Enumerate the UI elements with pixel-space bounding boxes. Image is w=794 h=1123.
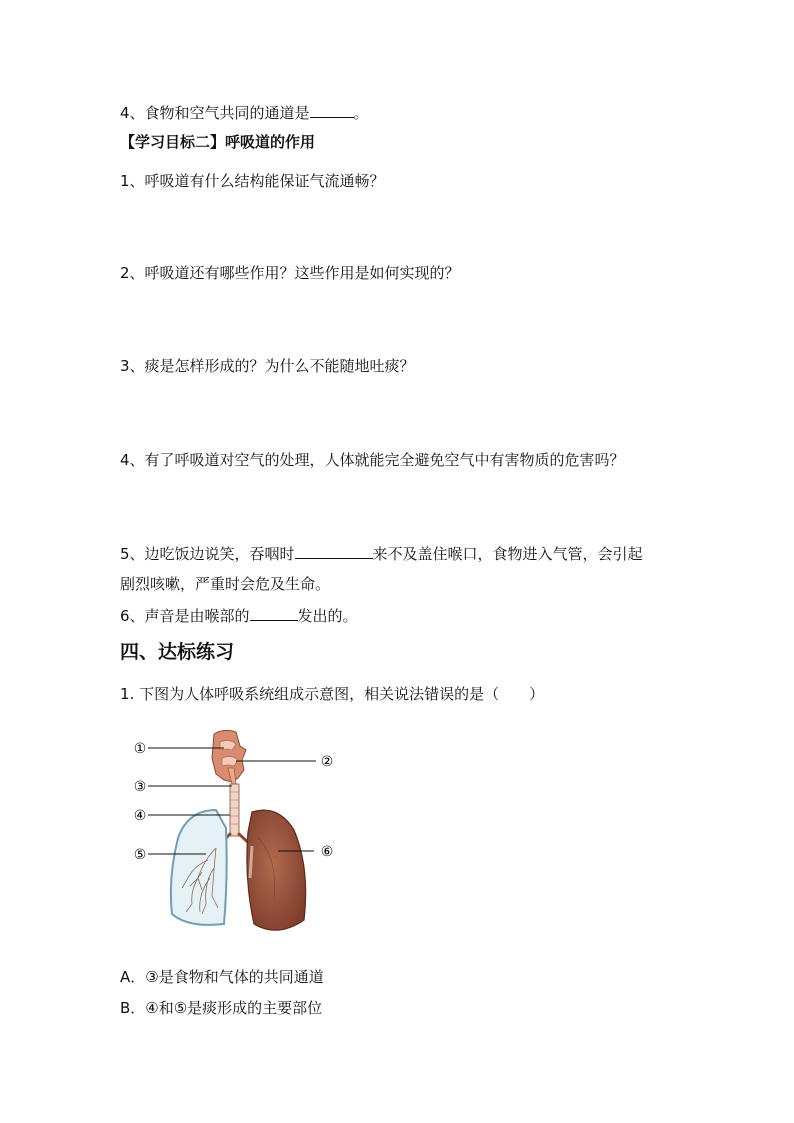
label-1: ① [133, 741, 147, 757]
option-a[interactable]: A．③是食物和气体的共同通道 [120, 968, 324, 986]
section-heading-goal-2: 【学习目标二】呼吸道的作用 [120, 133, 316, 151]
label-5: ⑤ [133, 847, 147, 863]
exercise-1-stem: 1. 下图为人体呼吸系统组成示意图，相关说法错误的是（ ） [120, 685, 545, 703]
option-b[interactable]: B．④和⑤是痰形成的主要部位 [120, 999, 323, 1017]
answer-blank[interactable] [250, 604, 298, 621]
label-4: ④ [133, 808, 147, 824]
question-text-end: 发出的。 [297, 607, 358, 625]
label-3: ③ [133, 779, 147, 795]
question-5 [120, 542, 643, 565]
question-text: 4、食物和空气共同的通道是 [120, 104, 310, 122]
left-lung-outline [171, 810, 227, 925]
question-food-air-passage [120, 101, 369, 124]
question-5-continued: 剧烈咳嗽，严重时会危及生命。 [120, 575, 331, 593]
question-text-end: 。 [353, 104, 369, 122]
answer-blank[interactable] [295, 542, 373, 559]
head-illustration [212, 730, 246, 784]
answer-blank[interactable] [310, 101, 354, 118]
question-text-end: 来不及盖住喉口，食物进入气管，会引起 [372, 545, 643, 563]
right-lung-illustration [247, 810, 306, 930]
question-1: 1、呼吸道有什么结构能保证气流通畅？ [120, 172, 385, 190]
label-2: ② [320, 754, 334, 770]
label-6: ⑥ [320, 844, 334, 860]
question-text: 5、边吃饭边说笑，吞咽时 [120, 545, 295, 563]
question-4: 4、有了呼吸道对空气的处理，人体就能完全避免空气中有害物质的危害吗？ [120, 451, 625, 469]
question-6 [120, 604, 358, 627]
section-heading-practice: 四、达标练习 [120, 641, 235, 663]
question-2: 2、呼吸道还有哪些作用？这些作用是如何实现的？ [120, 264, 460, 282]
question-text: 6、声音是由喉部的 [120, 607, 250, 625]
question-3: 3、痰是怎样形成的？为什么不能随地吐痰？ [120, 357, 415, 375]
respiratory-system-diagram [128, 728, 368, 943]
